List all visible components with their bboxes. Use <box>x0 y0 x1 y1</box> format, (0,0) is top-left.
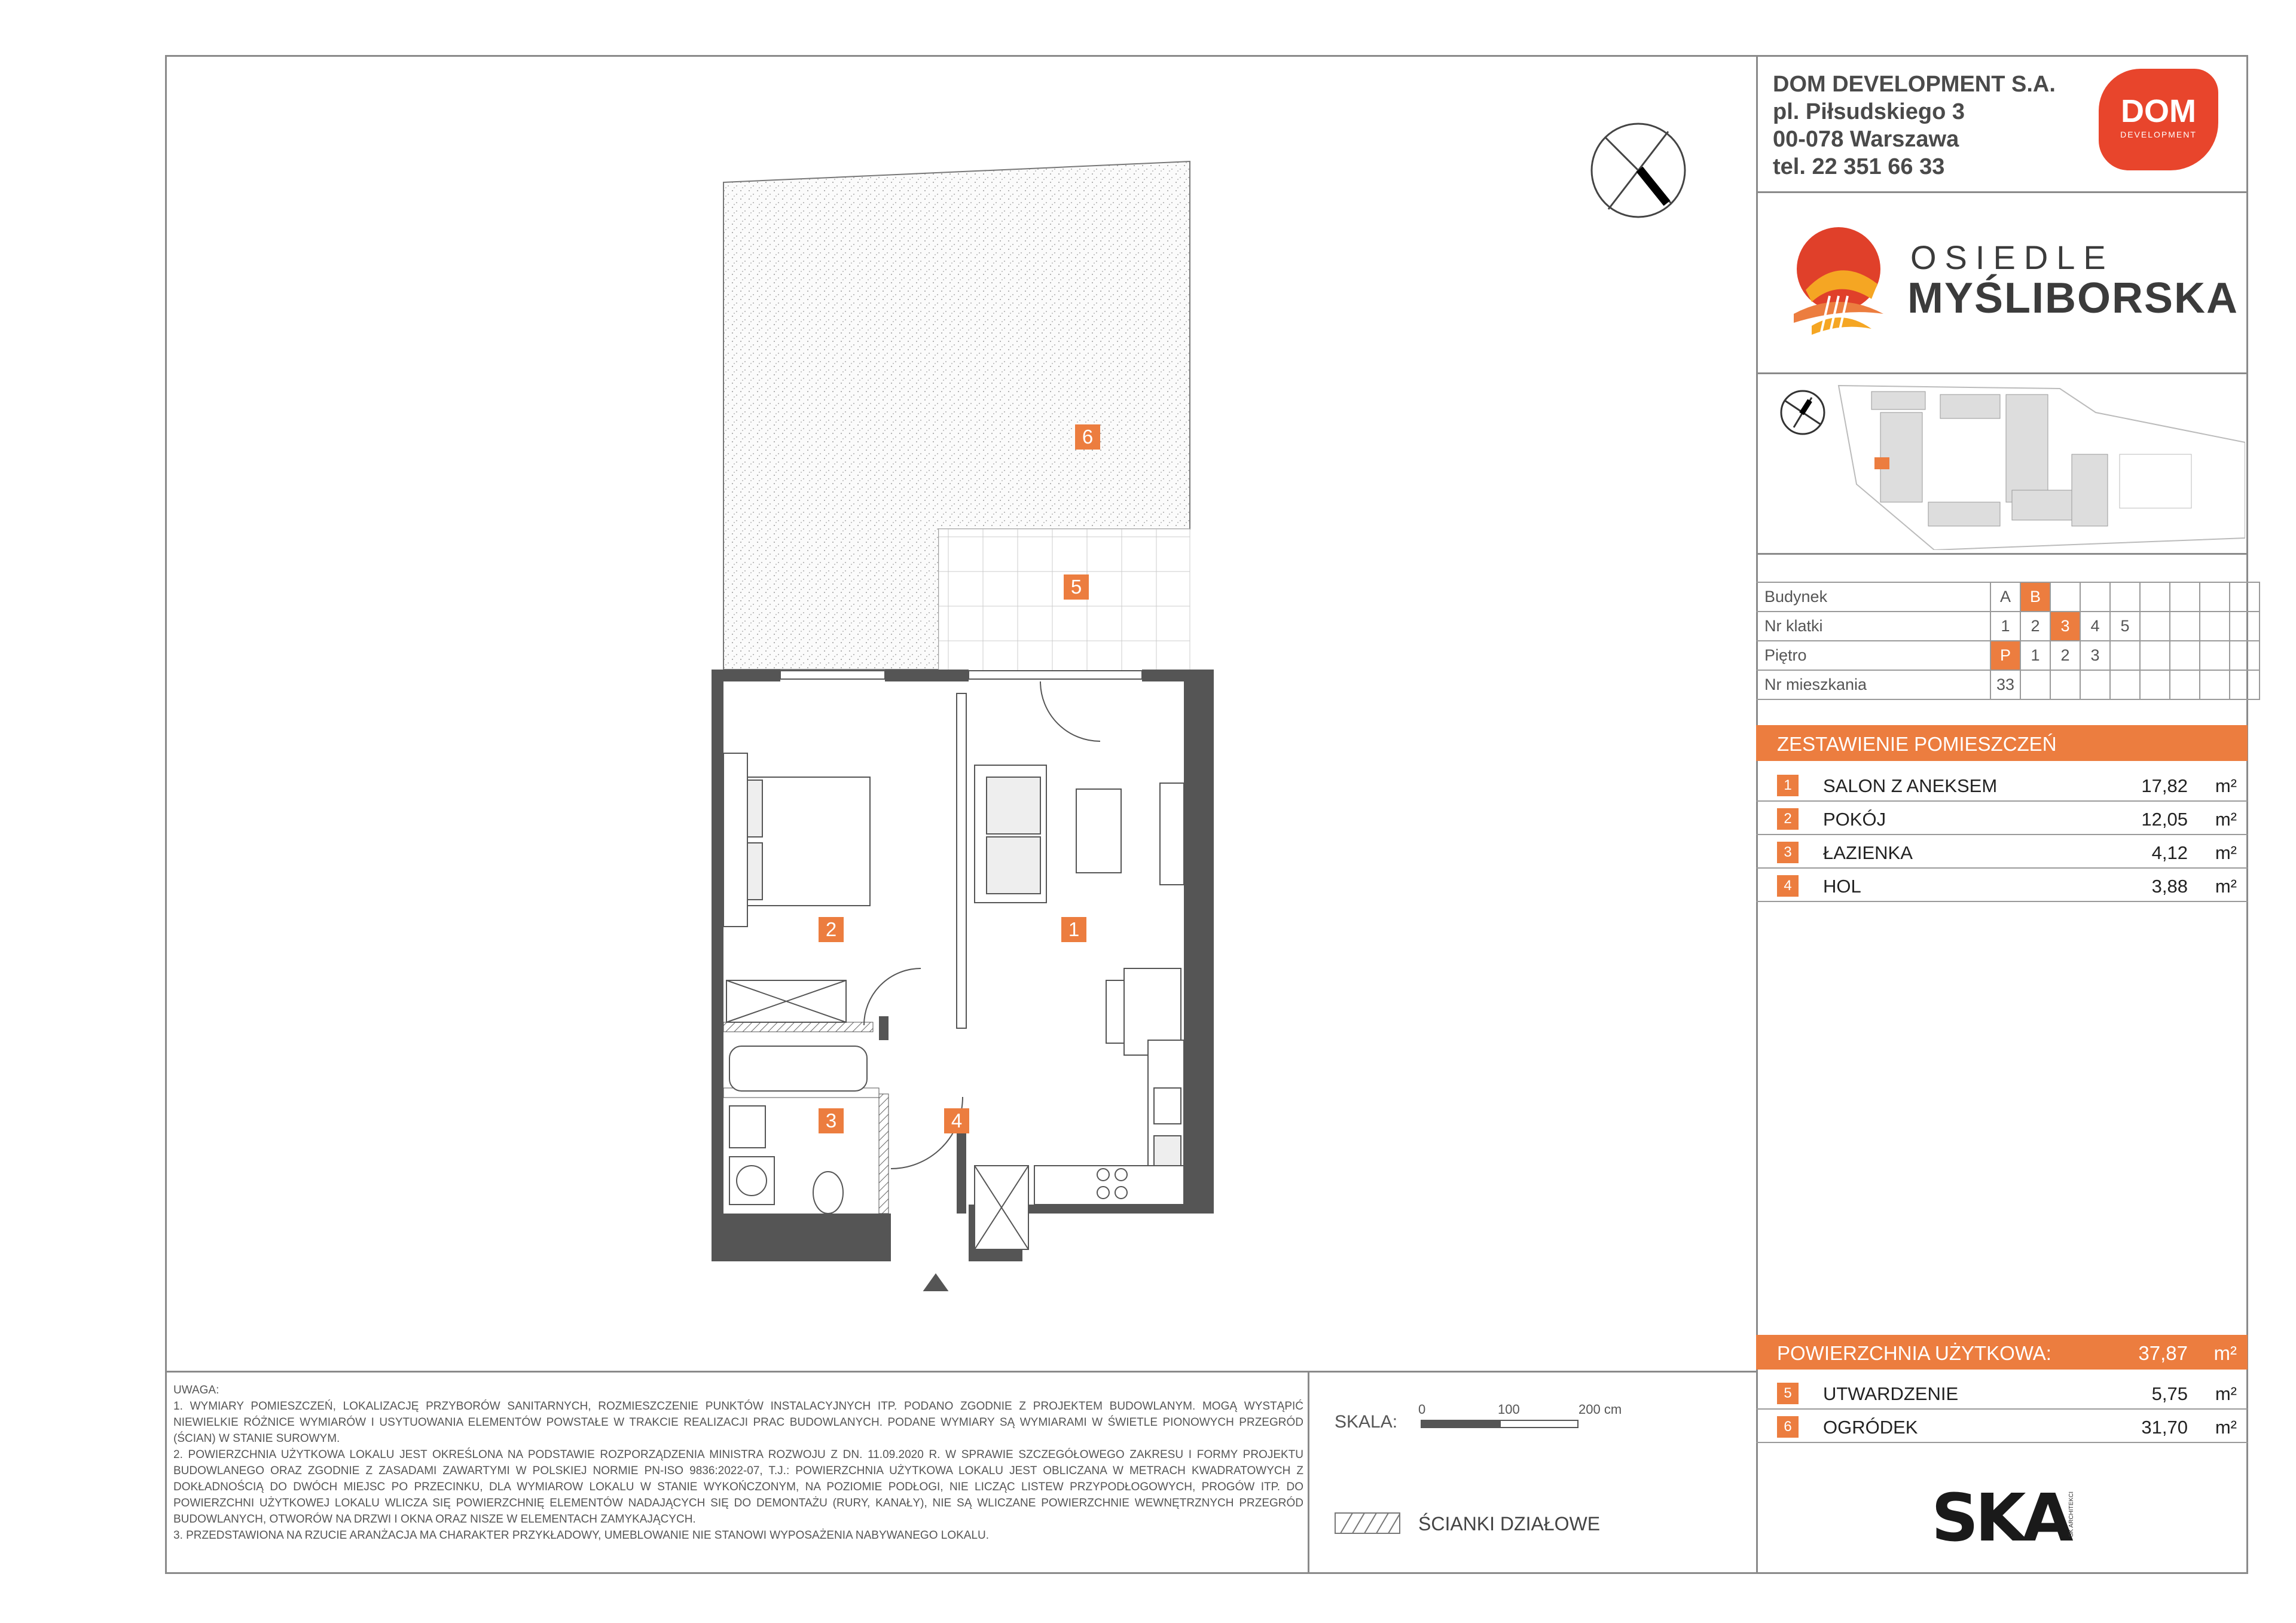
dom-logo <box>2099 69 2218 170</box>
info-cell <box>2230 641 2260 670</box>
info-cell <box>2200 612 2230 641</box>
scale-tick-0: 0 <box>1418 1402 1426 1417</box>
row-unit: m² <box>2215 809 2237 830</box>
info-row <box>1756 612 2260 641</box>
info-cell: 5 <box>2110 612 2140 641</box>
architect-logo-text: SKA <box>1931 1480 2070 1556</box>
scale-bar-filled <box>1421 1420 1500 1428</box>
usable-area-unit: m² <box>2213 1342 2237 1364</box>
company-address-2: 00-078 Warszawa <box>1773 127 1959 152</box>
row-area: 31,70 <box>2141 1417 2188 1438</box>
row-unit: m² <box>2215 1417 2237 1438</box>
info-row-label: Nr klatki <box>1756 612 1990 641</box>
rooms-header-label: ZESTAWIENIE POMIESZCZEŃ <box>1777 733 2057 755</box>
notes-divider <box>165 1371 1757 1373</box>
info-cell <box>2140 612 2170 641</box>
info-cell: 33 <box>1990 670 2020 699</box>
project-logo-icon <box>1788 218 1889 344</box>
row-area: 5,75 <box>2151 1383 2188 1404</box>
info-cell <box>2140 641 2170 670</box>
row-unit: m² <box>2215 876 2237 897</box>
info-row <box>1756 641 2260 670</box>
room-row <box>1756 834 2248 869</box>
info-cell <box>2200 641 2230 670</box>
info-cell <box>2050 670 2080 699</box>
scale-bar-empty <box>1500 1420 1578 1428</box>
info-row-label: Nr mieszkania <box>1756 670 1990 699</box>
info-cell: 2 <box>2050 641 2080 670</box>
info-cell <box>2140 582 2170 612</box>
info-cell <box>2200 582 2230 612</box>
row-area: 12,05 <box>2141 809 2188 830</box>
project-name-line2: MYŚLIBORSKA <box>1907 274 2239 322</box>
info-cell <box>2230 612 2260 641</box>
usable-area-value: 37,87 <box>2138 1342 2188 1364</box>
notes-item-3: 3. PRZEDSTAWIONA NA RZUCIE ARANŻACJA MA CHARAKTER PRZYKŁADOWY, UMEBLOWANIE NIE STANOWI WYPOSAŻENIA NABYWANEGO LOKALU. <box>173 1529 990 1542</box>
rooms-header <box>1756 725 2248 761</box>
row-name: HOL <box>1823 876 1861 897</box>
info-cell <box>2230 670 2260 699</box>
row-name: SALON Z ANEKSEM <box>1823 775 1998 796</box>
row-name: UTWARDZENIE <box>1823 1383 1959 1404</box>
info-row <box>1756 582 2260 612</box>
info-cell: B <box>2020 582 2050 612</box>
row-unit: m² <box>2215 1383 2237 1404</box>
row-name: ŁAZIENKA <box>1823 842 1913 863</box>
plan-label-5: 5 <box>1064 574 1089 600</box>
info-cell <box>2050 582 2080 612</box>
extra-area-row <box>1756 1408 2248 1443</box>
row-num: 6 <box>1777 1416 1799 1438</box>
info-cell <box>2170 670 2200 699</box>
company-phone: tel. 22 351 66 33 <box>1773 154 1945 179</box>
info-cell <box>2110 670 2140 699</box>
company-info <box>1773 71 2056 181</box>
info-cell <box>2080 582 2110 612</box>
architect-logo <box>1931 1480 2075 1563</box>
north-arrow-icon <box>1584 117 1692 224</box>
architect-logo-sub: SK ARCHITEKCI <box>2068 1491 2075 1538</box>
info-row-label: Budynek <box>1756 582 1990 612</box>
row-name: POKÓJ <box>1823 809 1886 830</box>
info-cell <box>2230 582 2260 612</box>
room-row <box>1756 867 2248 902</box>
row-area: 17,82 <box>2141 775 2188 796</box>
plan-label-6: 6 <box>1075 424 1100 450</box>
row-area: 3,88 <box>2151 876 2188 897</box>
dom-logo-main: DOM <box>2121 93 2196 129</box>
header-divider-3 <box>1756 553 2248 555</box>
usable-area-label: POWIERZCHNIA UŻYTKOWA: <box>1777 1342 2051 1364</box>
plan-label-1: 1 <box>1061 917 1086 942</box>
info-cell <box>2170 582 2200 612</box>
extra-area-row <box>1756 1375 2248 1410</box>
info-cell <box>2140 670 2170 699</box>
plan-label-3: 3 <box>819 1108 844 1133</box>
project-name-line1: OSIEDLE <box>1910 239 2114 276</box>
info-cell <box>2170 641 2200 670</box>
company-name: DOM DEVELOPMENT S.A. <box>1773 72 2056 97</box>
info-cell: A <box>1990 582 2020 612</box>
room-row <box>1756 800 2248 835</box>
row-unit: m² <box>2215 842 2237 863</box>
info-cell <box>2200 670 2230 699</box>
info-cell: 2 <box>2020 612 2050 641</box>
notes-block <box>173 1382 1303 1543</box>
info-cell: P <box>1990 641 2020 670</box>
info-cell: 4 <box>2080 612 2110 641</box>
info-cell: 1 <box>1990 612 2020 641</box>
plan-label-4: 4 <box>944 1108 969 1133</box>
notes-title: UWAGA: <box>173 1384 219 1396</box>
info-cell <box>2110 582 2140 612</box>
info-cell: 1 <box>2020 641 2050 670</box>
header-divider-1 <box>1756 191 2248 193</box>
row-num: 2 <box>1777 808 1799 830</box>
row-area: 4,12 <box>2151 842 2188 863</box>
info-cell <box>2020 670 2050 699</box>
key-plan-map <box>1761 377 2245 550</box>
company-address-1: pl. Piłsudskiego 3 <box>1773 99 1965 124</box>
notes-item-2: 2. POWIERZCHNIA UŻYTKOWA LOKALU JEST OKREŚLONA NA PODSTAWIE ROZPORZĄDZENIA MINISTRA ROZWOJU Z DN. 11.09.2020 R. W SPRAWIE SZCZEGÓŁOWEGO ZAKRESU I FORMY PROJEKTU BUDOWLANEGO ORAZ ZGODNIE Z ZASADAMI ZAWARTYMI W POLSKIEJ NORMIE PN-ISO 9836:2022-07, T.J.: POWIERZCHNIA UŻYTKOWA LOKALU JEST OBLICZANA W METRACH KWADRATOWYCH Z DOKŁADNOŚCIĄ DO DWÓCH MIEJSC PO PRZECINKU, DLA WYMIAROW LOKALU W STANIE WYKOŃCZONYM, NA POZIOMIE PODŁOGI, NIE LICZĄC LISTEW PRZYPODŁOGOWYCH, PROGÓW ITP. DO POWIERZCHNI UŻYTKOWEJ LOKALU WLICZA SIĘ POWIERZCHNIĘ ELEMENTÓW NADAJĄCYCH SIĘ DO DEMONTAŻU (RURY, KANAŁY), NIE SĄ WLICZANE POWIERZCHNIE WEWNĘTRZNYCH PRZEGRÓD BUDOWLANYCH, OTWORÓW NA DRZWI I OKNA ORAZ NISZE W ELEMENTACH ZAMYKAJĄCYCH. <box>173 1448 1303 1526</box>
info-cell: 3 <box>2050 612 2080 641</box>
plan-label-2: 2 <box>819 917 844 942</box>
info-cell <box>2080 670 2110 699</box>
scale-divider <box>1308 1371 1309 1574</box>
partition-wall-legend-label: ŚCIANKI DZIAŁOWE <box>1418 1513 1601 1535</box>
scale-tick-200: 200 cm <box>1578 1402 1622 1417</box>
header-divider-2 <box>1756 372 2248 374</box>
info-cell: 3 <box>2080 641 2110 670</box>
row-num: 1 <box>1777 775 1799 796</box>
partition-wall-legend-icon <box>1335 1512 1400 1534</box>
info-row <box>1756 670 2260 699</box>
row-num: 5 <box>1777 1383 1799 1404</box>
scale-label: SKALA: <box>1335 1412 1398 1432</box>
dom-logo-sub: DEVELOPMENT <box>2120 130 2197 139</box>
room-row <box>1756 767 2248 802</box>
scale-tick-100: 100 <box>1498 1402 1520 1417</box>
row-unit: m² <box>2215 775 2237 796</box>
info-row-label: Piętro <box>1756 641 1990 670</box>
notes-item-1: 1. WYMIARY POMIESZCZEŃ, LOKALIZACJĘ PRZYBORÓW SANITARNYCH, ROZMIESZCZENIE PUNKTÓW INSTALACYJNYCH ITP. PODANO ZGODNIE Z PROJEKTEM BUDOWLANYM. MOGĄ WYSTĄPIĆ NIEWIELKIE RÓŻNICE WYMIARÓW I USYTUOWANIA ELEMENTÓW POWSTAŁE W TRAKCIE REALIZACJI PRAC BUDOWLANYCH. PODANE WYMIARY SĄ WYMIARAMI W ŚWIETLE PIONOWYCH PRZEGRÓD (ŚCIAN) W STANIE SUROWYM. <box>173 1400 1303 1445</box>
usable-area-bar <box>1756 1335 2248 1370</box>
row-name: OGRÓDEK <box>1823 1417 1918 1438</box>
info-cell <box>2110 641 2140 670</box>
row-num: 3 <box>1777 842 1799 863</box>
row-num: 4 <box>1777 875 1799 897</box>
unit-info-table <box>1756 582 2260 700</box>
info-cell <box>2170 612 2200 641</box>
